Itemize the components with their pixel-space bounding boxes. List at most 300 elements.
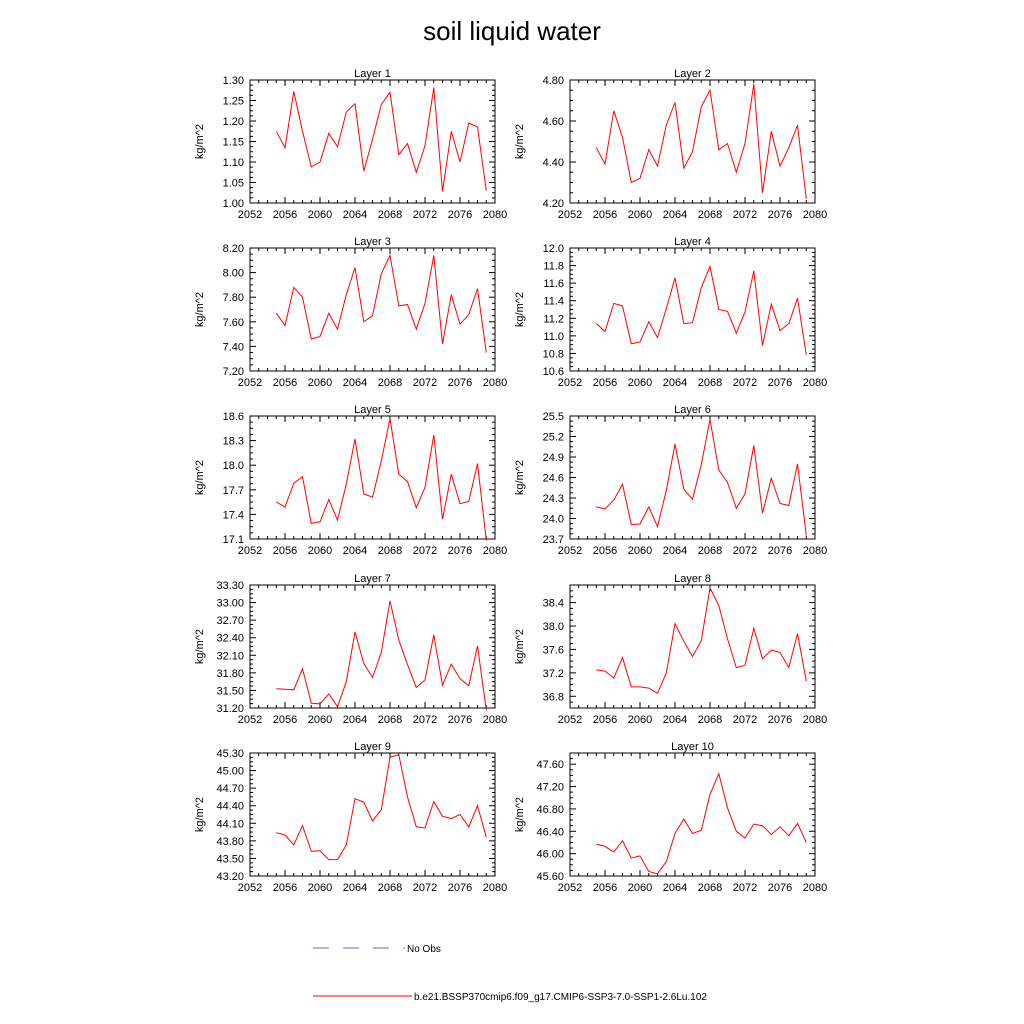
- y-tick-label: 12.0: [542, 243, 564, 255]
- panel-layer-6: [514, 404, 827, 557]
- data-point: [381, 273, 382, 274]
- data-point: [727, 311, 728, 312]
- data-point: [355, 798, 356, 799]
- data-point: [346, 484, 347, 485]
- data-point: [320, 850, 321, 851]
- x-tick-label: 2080: [482, 882, 508, 894]
- data-point: [640, 342, 641, 343]
- y-tick-label: 23.7: [542, 534, 564, 546]
- data-point: [372, 139, 373, 140]
- panel-layer-9: [194, 741, 507, 894]
- data-point: [320, 703, 321, 704]
- data-point: [425, 487, 426, 488]
- data-point: [657, 873, 658, 874]
- data-point: [675, 444, 676, 445]
- data-point: [407, 143, 408, 144]
- data-point: [346, 111, 347, 112]
- y-tick-label: 11.0: [543, 330, 564, 343]
- data-point: [806, 681, 807, 682]
- y-tick-label: 1.25: [222, 95, 244, 108]
- data-point: [692, 833, 693, 834]
- data-point: [363, 321, 364, 322]
- data-point: [683, 323, 684, 324]
- data-point: [433, 634, 434, 635]
- data-point: [302, 668, 303, 669]
- data-point: [692, 322, 693, 323]
- data-point: [762, 658, 763, 659]
- data-point: [788, 147, 789, 148]
- series-line: [276, 255, 486, 352]
- data-point: [631, 524, 632, 525]
- data-point: [276, 502, 277, 503]
- data-point: [613, 110, 614, 111]
- data-point: [398, 474, 399, 475]
- data-point: [710, 419, 711, 420]
- x-tick-label: 2056: [592, 377, 618, 389]
- data-point: [416, 172, 417, 173]
- data-point: [276, 313, 277, 314]
- y-tick-label: 8.20: [222, 243, 244, 255]
- y-tick-label: 47.60: [536, 759, 564, 772]
- y-axis-label: kg/m^2: [194, 291, 206, 328]
- series-line: [276, 755, 486, 860]
- x-tick-label: 2052: [237, 377, 263, 389]
- data-point: [727, 638, 728, 639]
- y-tick-label: 10.8: [542, 348, 564, 361]
- data-point: [780, 503, 781, 504]
- x-tick-label: 2072: [732, 209, 758, 221]
- y-tick-label: 1.00: [222, 198, 244, 210]
- data-point: [302, 131, 303, 132]
- data-point: [745, 665, 746, 666]
- data-point: [293, 91, 294, 92]
- data-point: [797, 633, 798, 634]
- data-point: [631, 858, 632, 859]
- data-point: [425, 827, 426, 828]
- y-axis-label: kg/m^2: [194, 628, 206, 665]
- y-tick-label: 45.00: [216, 765, 244, 778]
- y-tick-label: 4.60: [542, 116, 564, 128]
- data-point: [788, 323, 789, 324]
- data-point: [753, 628, 754, 629]
- data-point: [398, 154, 399, 155]
- panel-layer-1: [194, 68, 507, 221]
- data-point: [328, 693, 329, 694]
- data-point: [320, 162, 321, 163]
- data-point: [683, 168, 684, 169]
- data-point: [788, 835, 789, 836]
- data-point: [806, 842, 807, 843]
- data-point: [640, 855, 641, 856]
- y-tick-label: 45.60: [536, 871, 564, 883]
- x-tick-label: 2068: [377, 882, 403, 894]
- y-tick-label: 7.40: [222, 341, 244, 354]
- panel-layer-5: [194, 404, 507, 557]
- data-point: [451, 294, 452, 295]
- data-point: [718, 773, 719, 774]
- data-point: [605, 331, 606, 332]
- y-tick-label: 24.6: [542, 472, 564, 485]
- panel-frame: [570, 753, 815, 876]
- x-tick-label: 2052: [237, 545, 263, 557]
- y-tick-label: 24.0: [542, 513, 564, 526]
- x-tick-label: 2068: [377, 377, 403, 389]
- data-point: [407, 304, 408, 305]
- x-tick-label: 2052: [557, 377, 583, 389]
- data-point: [285, 689, 286, 690]
- data-point: [477, 127, 478, 128]
- y-tick-label: 31.50: [216, 685, 244, 698]
- panel-title: Layer 9: [354, 741, 391, 753]
- series-line: [276, 601, 486, 711]
- data-point: [692, 151, 693, 152]
- y-tick-label: 31.80: [216, 667, 244, 680]
- x-tick-label: 2076: [767, 545, 793, 557]
- data-point: [666, 308, 667, 309]
- x-tick-label: 2068: [377, 209, 403, 221]
- data-point: [683, 818, 684, 819]
- data-point: [433, 434, 434, 435]
- data-point: [806, 355, 807, 356]
- x-tick-label: 2064: [662, 209, 688, 221]
- y-tick-label: 32.40: [216, 632, 244, 645]
- data-point: [622, 657, 623, 658]
- data-point: [710, 90, 711, 91]
- data-point: [762, 192, 763, 193]
- data-point: [302, 476, 303, 477]
- data-point: [363, 171, 364, 172]
- x-tick-label: 2076: [447, 714, 473, 726]
- data-point: [780, 330, 781, 331]
- x-tick-label: 2064: [662, 545, 688, 557]
- x-tick-label: 2080: [802, 545, 828, 557]
- data-point: [797, 298, 798, 299]
- x-tick-label: 2080: [802, 714, 828, 726]
- x-tick-label: 2072: [412, 882, 438, 894]
- y-tick-label: 45.30: [216, 748, 244, 760]
- data-point: [293, 689, 294, 690]
- data-point: [363, 493, 364, 494]
- panel-layer-2: [514, 68, 827, 221]
- data-point: [320, 521, 321, 522]
- data-point: [771, 650, 772, 651]
- y-tick-label: 1.05: [222, 177, 244, 190]
- data-point: [753, 445, 754, 446]
- data-point: [311, 523, 312, 524]
- x-tick-label: 2080: [482, 714, 508, 726]
- y-tick-label: 31.20: [216, 703, 244, 715]
- data-point: [433, 255, 434, 256]
- data-point: [442, 685, 443, 686]
- data-point: [311, 166, 312, 167]
- data-point: [390, 92, 391, 93]
- y-tick-label: 11.4: [543, 295, 564, 308]
- x-tick-label: 2068: [697, 714, 723, 726]
- panel-layer-10: [514, 741, 827, 894]
- y-tick-label: 1.20: [222, 116, 244, 128]
- y-tick-label: 1.30: [222, 75, 244, 87]
- y-tick-label: 38.0: [542, 621, 564, 633]
- data-point: [710, 587, 711, 588]
- y-tick-label: 43.80: [216, 835, 244, 848]
- data-point: [727, 143, 728, 144]
- data-point: [477, 645, 478, 646]
- y-tick-label: 46.40: [536, 826, 564, 839]
- data-point: [460, 503, 461, 504]
- y-tick-label: 36.8: [542, 691, 564, 704]
- data-point: [622, 840, 623, 841]
- x-tick-label: 2076: [447, 377, 473, 389]
- data-point: [328, 313, 329, 314]
- x-tick-label: 2056: [272, 209, 298, 221]
- data-point: [596, 147, 597, 148]
- data-point: [762, 513, 763, 514]
- data-point: [468, 685, 469, 686]
- data-point: [806, 535, 807, 536]
- data-point: [425, 145, 426, 146]
- data-point: [675, 833, 676, 834]
- y-tick-label: 7.20: [222, 366, 244, 378]
- x-tick-label: 2052: [237, 882, 263, 894]
- x-tick-label: 2068: [697, 377, 723, 389]
- y-tick-label: 4.40: [542, 157, 564, 169]
- x-tick-label: 2080: [802, 882, 828, 894]
- y-tick-label: 24.3: [542, 493, 564, 505]
- obs-legend-label: No Obs: [407, 944, 441, 955]
- data-point: [640, 178, 641, 179]
- data-point: [710, 794, 711, 795]
- x-tick-label: 2056: [592, 545, 618, 557]
- data-point: [390, 600, 391, 601]
- panel-frame: [570, 416, 815, 539]
- y-tick-label: 18.0: [222, 460, 244, 473]
- data-point: [390, 255, 391, 256]
- data-point: [355, 267, 356, 268]
- y-tick-label: 7.80: [222, 292, 244, 305]
- data-point: [416, 507, 417, 508]
- x-tick-label: 2052: [557, 209, 583, 221]
- x-tick-label: 2060: [627, 714, 653, 726]
- data-point: [701, 640, 702, 641]
- data-point: [666, 861, 667, 862]
- series-line: [596, 419, 806, 535]
- data-point: [622, 484, 623, 485]
- data-point: [328, 133, 329, 134]
- x-tick-label: 2072: [412, 377, 438, 389]
- panel-layer-3: [194, 236, 507, 389]
- data-point: [486, 837, 487, 838]
- x-tick-label: 2060: [307, 377, 333, 389]
- x-tick-label: 2060: [627, 545, 653, 557]
- x-tick-label: 2052: [557, 882, 583, 894]
- panel-frame: [250, 80, 495, 203]
- data-point: [666, 490, 667, 491]
- data-point: [648, 321, 649, 322]
- data-point: [460, 162, 461, 163]
- data-point: [276, 832, 277, 833]
- data-point: [675, 277, 676, 278]
- data-point: [442, 519, 443, 520]
- data-point: [771, 834, 772, 835]
- data-point: [416, 329, 417, 330]
- panel-title: Layer 7: [354, 573, 391, 585]
- y-tick-label: 25.5: [542, 411, 564, 423]
- data-point: [337, 329, 338, 330]
- panel-frame: [250, 753, 495, 876]
- data-point: [596, 669, 597, 670]
- y-tick-label: 38.4: [542, 597, 564, 610]
- data-point: [648, 688, 649, 689]
- data-point: [337, 520, 338, 521]
- data-point: [398, 640, 399, 641]
- data-point: [302, 825, 303, 826]
- data-point: [631, 686, 632, 687]
- x-tick-label: 2056: [592, 209, 618, 221]
- data-point: [372, 820, 373, 821]
- data-point: [797, 125, 798, 126]
- data-point: [648, 506, 649, 507]
- data-point: [675, 623, 676, 624]
- data-point: [311, 851, 312, 852]
- data-point: [797, 823, 798, 824]
- x-tick-label: 2080: [802, 209, 828, 221]
- data-point: [407, 481, 408, 482]
- data-point: [293, 844, 294, 845]
- x-tick-label: 2076: [447, 882, 473, 894]
- data-point: [605, 671, 606, 672]
- data-point: [460, 324, 461, 325]
- data-point: [486, 540, 487, 541]
- data-point: [753, 270, 754, 271]
- data-point: [762, 345, 763, 346]
- y-tick-label: 25.2: [542, 431, 564, 444]
- data-point: [363, 663, 364, 664]
- data-point: [613, 500, 614, 501]
- data-point: [727, 482, 728, 483]
- data-point: [797, 463, 798, 464]
- y-tick-label: 1.10: [222, 157, 244, 169]
- data-point: [631, 182, 632, 183]
- data-point: [285, 507, 286, 508]
- y-tick-label: 18.6: [222, 411, 244, 423]
- x-tick-label: 2052: [237, 714, 263, 726]
- data-point: [613, 851, 614, 852]
- data-point: [753, 824, 754, 825]
- y-tick-label: 44.70: [216, 783, 244, 796]
- data-point: [442, 816, 443, 817]
- data-point: [451, 474, 452, 475]
- data-point: [596, 323, 597, 324]
- data-point: [285, 147, 286, 148]
- data-point: [293, 483, 294, 484]
- data-point: [745, 143, 746, 144]
- data-point: [433, 801, 434, 802]
- data-point: [460, 814, 461, 815]
- y-tick-label: 33.30: [216, 580, 244, 592]
- data-point: [477, 288, 478, 289]
- data-point: [372, 677, 373, 678]
- data-point: [788, 667, 789, 668]
- x-tick-label: 2072: [732, 545, 758, 557]
- data-point: [328, 859, 329, 860]
- data-point: [355, 631, 356, 632]
- x-tick-label: 2072: [412, 714, 438, 726]
- y-tick-label: 44.40: [216, 800, 244, 813]
- x-tick-label: 2072: [732, 714, 758, 726]
- panel-frame: [250, 248, 495, 371]
- y-tick-label: 43.50: [216, 853, 244, 866]
- x-tick-label: 2076: [767, 882, 793, 894]
- data-point: [771, 304, 772, 305]
- x-tick-label: 2056: [272, 377, 298, 389]
- x-tick-label: 2056: [272, 882, 298, 894]
- data-point: [442, 191, 443, 192]
- panel-layer-7: [194, 573, 507, 726]
- x-tick-label: 2056: [592, 714, 618, 726]
- data-point: [666, 125, 667, 126]
- data-point: [701, 106, 702, 107]
- series-line: [596, 774, 806, 874]
- panel-frame: [570, 585, 815, 708]
- x-tick-label: 2080: [482, 377, 508, 389]
- data-point: [398, 305, 399, 306]
- data-point: [771, 478, 772, 479]
- data-point: [718, 469, 719, 470]
- data-point: [486, 710, 487, 711]
- panel-frame: [570, 248, 815, 371]
- data-point: [363, 802, 364, 803]
- x-tick-label: 2068: [377, 545, 403, 557]
- panel-title: Layer 6: [674, 404, 711, 416]
- data-point: [398, 754, 399, 755]
- data-point: [372, 315, 373, 316]
- x-tick-label: 2080: [482, 545, 508, 557]
- y-tick-label: 32.70: [216, 615, 244, 628]
- data-point: [468, 501, 469, 502]
- x-tick-label: 2076: [767, 714, 793, 726]
- y-tick-label: 17.7: [222, 484, 244, 497]
- data-point: [442, 343, 443, 344]
- data-point: [337, 146, 338, 147]
- x-tick-label: 2052: [557, 545, 583, 557]
- x-tick-label: 2072: [412, 209, 438, 221]
- data-point: [736, 333, 737, 334]
- panel-title: Layer 8: [674, 573, 711, 585]
- x-tick-label: 2072: [732, 882, 758, 894]
- x-tick-label: 2064: [342, 714, 368, 726]
- x-tick-label: 2076: [767, 209, 793, 221]
- x-tick-label: 2080: [802, 377, 828, 389]
- data-point: [372, 497, 373, 498]
- x-tick-label: 2056: [272, 714, 298, 726]
- panel-title: Layer 10: [671, 741, 714, 753]
- panel-title: Layer 3: [354, 236, 391, 248]
- y-axis-label: kg/m^2: [514, 796, 526, 833]
- data-point: [468, 826, 469, 827]
- data-point: [486, 190, 487, 191]
- data-point: [355, 438, 356, 439]
- y-tick-label: 33.00: [216, 597, 244, 610]
- y-axis-label: kg/m^2: [514, 291, 526, 328]
- data-point: [425, 679, 426, 680]
- data-point: [451, 664, 452, 665]
- y-axis-label: kg/m^2: [194, 459, 206, 496]
- data-point: [486, 352, 487, 353]
- data-point: [657, 693, 658, 694]
- data-point: [710, 266, 711, 267]
- data-point: [381, 461, 382, 462]
- data-point: [605, 164, 606, 165]
